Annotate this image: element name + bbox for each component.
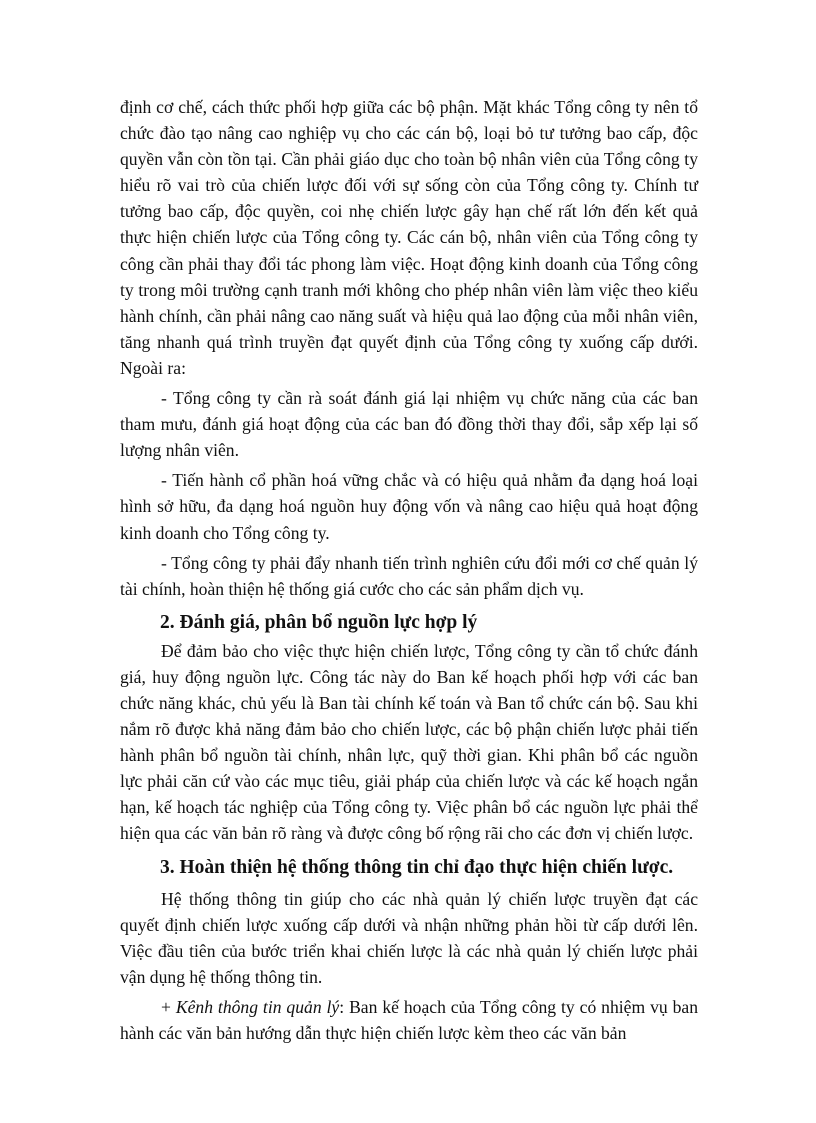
section-2-paragraph: Để đảm bảo cho việc thực hiện chiến lược, Tổng công ty cần tổ chức đánh giá, huy động nguồn lực. Công tác này do Ban kế hoạch phối hợp với các ban chức năng khác, chủ yếu là Ban tài chính kế toán và Ban tổ chức cán bộ. Sau khi nắm rõ được khả năng đảm bảo cho chiến lược, các bộ phận chiến lược phải tiến hành phân bổ nguồn tài chính, nhân lực, quỹ thời gian. Khi phân bổ các nguồn lực phải căn cứ vào các mục tiêu, giải pháp của chiến lược và các kế hoạch ngắn hạn, kế hoạch tác nghiệp của Tổng công ty. Việc phân bổ các nguồn lực phải thể hiện qua các văn bản rõ ràng và được công bố rộng rãi cho các đơn vị chiến lược.	[120, 640, 698, 844]
section-2-heading: 2. Đánh giá, phân bổ nguồn lực hợp lý	[160, 611, 478, 633]
section-3-paragraph: Hệ thống thông tin giúp cho các nhà quản lý chiến lược truyền đạt các quyết định chiến lược xuống cấp dưới và nhận những phản hồi từ cấp dưới lên. Việc đầu tiên của bước triển khai chiến lược là các nhà quản lý chiến lược phải vận dụng hệ thống thông tin.	[120, 888, 698, 987]
intro-paragraph: định cơ chế, cách thức phối hợp giữa các bộ phận. Mặt khác Tổng công ty nên tổ chức đào tạo nâng cao nghiệp vụ cho các cán bộ, loại bỏ tư tưởng bao cấp, độc quyền vẫn còn tồn tại. Cần phải giáo dục cho toàn bộ nhân viên của Tổng công ty hiểu rõ vai trò của chiến lược đối với sự sống còn của Tổng công ty. Chính tư tưởng bao cấp, độc quyền, coi nhẹ chiến lược gây hạn chế rất lớn đến kết quả thực hiện chiến lược của Tổng công ty. Các cán bộ, nhân viên của Tổng công ty công cần phải thay đổi tác phong làm việc. Hoạt động kinh doanh của Tổng công ty trong môi trường cạnh tranh mới không cho phép nhân viên làm việc theo kiểu hành chính, cần phải nâng cao năng suất và hiệu quả lao động của mỗi nhân viên, tăng nhanh quá trình truyền đạt quyết định của Tổng công ty xuống cấp dưới. Ngoài ra:	[120, 97, 698, 378]
bullet-item: - Tổng công ty cần rà soát đánh giá lại nhiệm vụ chức năng của các ban tham mưu, đánh giá hoạt động của các ban đó đồng thời thay đổi, sắp xếp lại số lượng nhân viên.	[120, 388, 698, 461]
bullet-item: - Tổng công ty phải đẩy nhanh tiến trình nghiên cứu đổi mới cơ chế quản lý tài chính, hoàn thiện hệ thống giá cước cho các sản phẩm dịch vụ.	[120, 552, 698, 599]
page-body	[120, 94, 698, 1046]
section-3-heading: 3. Hoàn thiện hệ thống thông tin chỉ đạo thực hiện chiến lược.	[160, 856, 674, 878]
section-3-paragraph-2	[120, 994, 698, 1046]
italic-term: Kênh thông tin quản lý	[175, 996, 340, 1017]
bullet-item: - Tiến hành cổ phần hoá vững chắc và có hiệu quả nhằm đa dạng hoá loại hình sở hữu, đa dạng hoá nguồn huy động vốn và nâng cao hiệu quả hoạt động kinh doanh cho Tổng công ty.	[120, 470, 698, 543]
list-marker: +	[161, 996, 176, 1017]
paragraph-text: : Ban kế hoạch của Tổng công ty có nhiệm vụ ban hành các văn bản hướng dẫn thực hiện chiến lược kèm theo các văn bản	[120, 996, 698, 1043]
